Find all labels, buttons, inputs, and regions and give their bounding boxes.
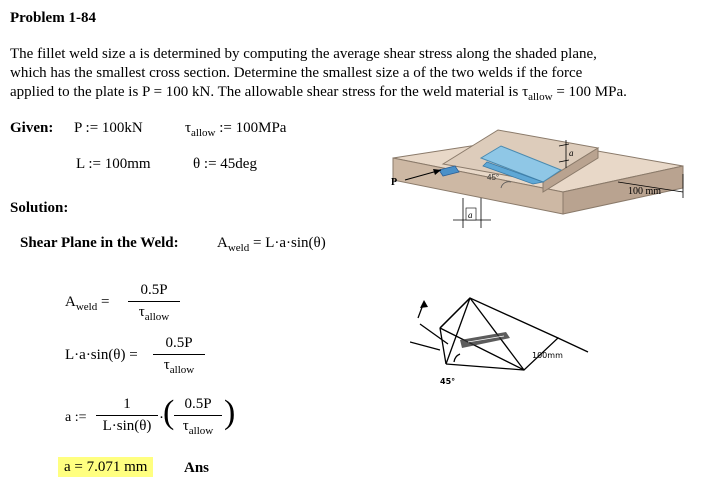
eq3-f2-denominator: $\tau_{allow}$ xyxy=(182,418,214,437)
given-L: L := 100mm xyxy=(76,156,151,172)
fig-bottom-angle-label: 45° xyxy=(440,377,456,386)
given-tau: $\tau_{allow}$ := 100MPa xyxy=(185,120,287,139)
eq3-dot: · xyxy=(159,410,164,426)
fig-top-P-label: P xyxy=(391,177,398,188)
fig-top-a-label-right: a xyxy=(569,148,574,158)
shear-plane-equation: $A_{weld} = L\cdot a\cdot\sin(\theta)$ xyxy=(217,235,326,254)
eq1-numerator: 0.5P xyxy=(140,282,168,298)
given-P: P := 100kN xyxy=(74,120,143,136)
eq3-f1-numerator: 1 xyxy=(123,396,131,412)
problem-title: Problem 1-84 xyxy=(10,10,96,26)
eq3-f1-bar xyxy=(96,415,158,416)
answer-tag: Ans xyxy=(184,460,210,476)
fig-top-length-label: 100 mm xyxy=(628,186,662,197)
eq1-denominator: $\tau_{allow}$ xyxy=(138,304,170,323)
statement-line-3: applied to the plate is P = 100 kN. The allowable shear stress for the weld material is $\tau_{allow} = 100$ MPa. xyxy=(10,84,627,103)
eq3-f2-bar xyxy=(174,415,222,416)
statement-line-2: which has the smallest cross section. Determine the smallest size a of the two welds if the force xyxy=(10,65,583,81)
given-label: Given: xyxy=(10,120,54,136)
given-theta: θ := 45deg xyxy=(193,156,257,172)
eq2-fraction xyxy=(153,335,205,374)
eq2-lhs: L·a·sin(θ) = xyxy=(65,347,138,363)
statement-line-1: The fillet weld size a is determined by computing the average shear stress along the shaded plane, xyxy=(10,46,597,62)
eq3-fraction-2 xyxy=(174,396,222,435)
solution-label: Solution: xyxy=(10,200,69,216)
eq3-lhs: a := xyxy=(65,410,87,425)
fig-top-a-label: a xyxy=(468,210,473,220)
weld-sketch-figure xyxy=(410,290,590,390)
answer-value: a = 7.071 mm xyxy=(58,459,153,476)
fig-top-angle-label: 45° xyxy=(487,173,500,182)
weld-3d-figure xyxy=(383,118,695,230)
eq3-right-paren: ) xyxy=(224,394,236,431)
eq3-f2-numerator: 0.5P xyxy=(184,396,212,412)
eq1-fraction xyxy=(128,282,180,321)
eq3-fraction-1 xyxy=(96,396,158,435)
eq1-fraction-bar xyxy=(128,301,180,302)
eq1-lhs: $A_{weld}$ = xyxy=(65,294,110,313)
eq2-fraction-bar xyxy=(153,354,205,355)
eq3-left-paren: ( xyxy=(163,394,175,431)
shear-plane-label: Shear Plane in the Weld: xyxy=(20,235,179,251)
fig-bottom-length-label: 100mm xyxy=(532,351,563,360)
eq2-denominator: $\tau_{allow}$ xyxy=(163,357,195,376)
eq3-f1-denominator: L·sin(θ) xyxy=(102,418,152,434)
eq2-numerator: 0.5P xyxy=(165,335,193,351)
